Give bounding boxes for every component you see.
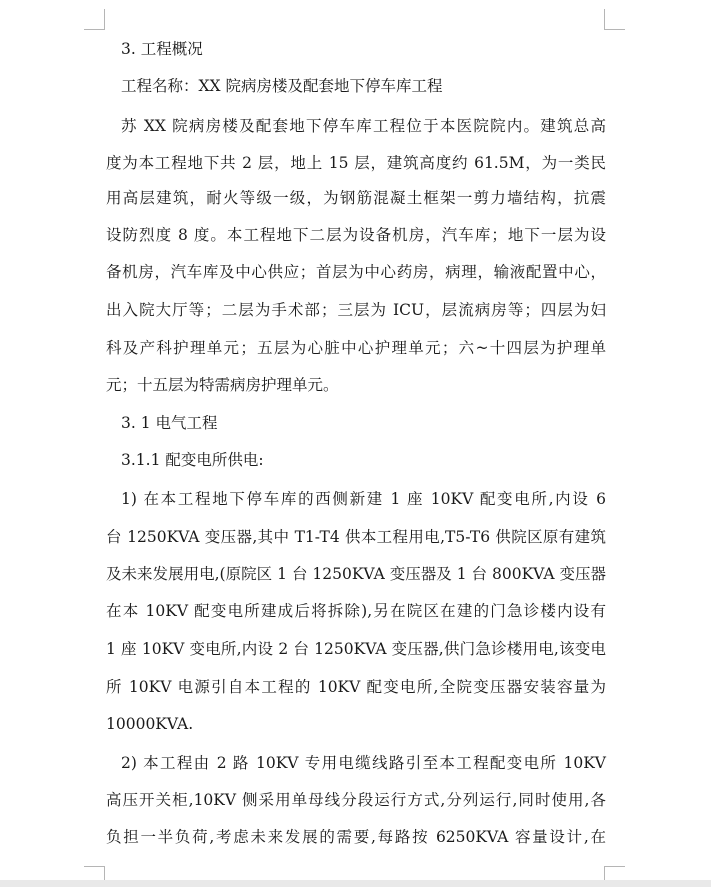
intro-line: 用高层建筑，耐火等级一级，为钢筋混凝土框架一剪力墙结构，抗震	[106, 189, 606, 207]
section-heading: 3. 工程概况	[121, 40, 203, 58]
item1-line: 所 10KV 电源引自本工程的 10KV 配变电所,全院变压器安装容量为	[106, 678, 606, 696]
item1-line: 及未来发展用电,(原院区 1 台 1250KVA 变压器及 1 台 800KVA 变压器	[106, 565, 606, 583]
subsubsection-heading: 3.1.1 配变电所供电:	[121, 451, 264, 469]
item2-line: 2) 本工程由 2 路 10KV 专用电缆线路引至本工程配变电所 10KV	[121, 754, 606, 772]
item1-line: 台 1250KVA 变压器,其中 T1-T4 供本工程用电,T5-T6 供院区原有建筑	[106, 528, 606, 546]
item1-line: 10000KVA.	[106, 715, 194, 733]
item2-line: 高压开关柜,10KV 侧采用单母线分段运行方式,分列运行,同时使用,各	[106, 791, 606, 809]
corner-mark-top-left	[84, 9, 105, 30]
intro-line: 苏 XX 院病房楼及配套地下停车库工程位于本医院院内。建筑总高	[121, 117, 606, 135]
item2-line: 负担一半负荷,考虑未来发展的需要,每路按 6250KVA 容量设计,在	[106, 828, 606, 846]
intro-line: 科及产科护理单元；五层为心脏中心护理单元；六~十四层为护理单	[106, 339, 606, 357]
item1-line: 1 座 10KV 变电所,内设 2 台 1250KVA 变压器,供门急诊楼用电,该变电	[106, 640, 606, 658]
subsection-heading: 3. 1 电气工程	[121, 414, 218, 432]
page-bottom-strip	[0, 880, 711, 887]
corner-mark-top-right	[604, 9, 625, 30]
intro-line: 出入院大厅等；二层为手术部；三层为 ICU，层流病房等；四层为妇	[106, 301, 606, 319]
project-name: 工程名称：XX 院病房楼及配套地下停车库工程	[121, 77, 443, 95]
item1-line: 1) 在本工程地下停车库的西侧新建 1 座 10KV 配变电所,内设 6	[121, 490, 606, 508]
intro-line: 备机房，汽车库及中心供应；首层为中心药房，病理，输液配置中心，	[106, 263, 606, 281]
intro-line: 元；十五层为特需病房护理单元。	[106, 376, 339, 394]
intro-line: 设防烈度 8 度。本工程地下二层为设备机房，汽车库；地下一层为设	[106, 226, 606, 244]
intro-line: 度为本工程地下共 2 层，地上 15 层，建筑高度约 61.5M，为一类民	[106, 154, 606, 172]
item1-line: 在本 10KV 配变电所建成后将拆除),另在院区在建的门急诊楼内设有	[106, 602, 606, 620]
